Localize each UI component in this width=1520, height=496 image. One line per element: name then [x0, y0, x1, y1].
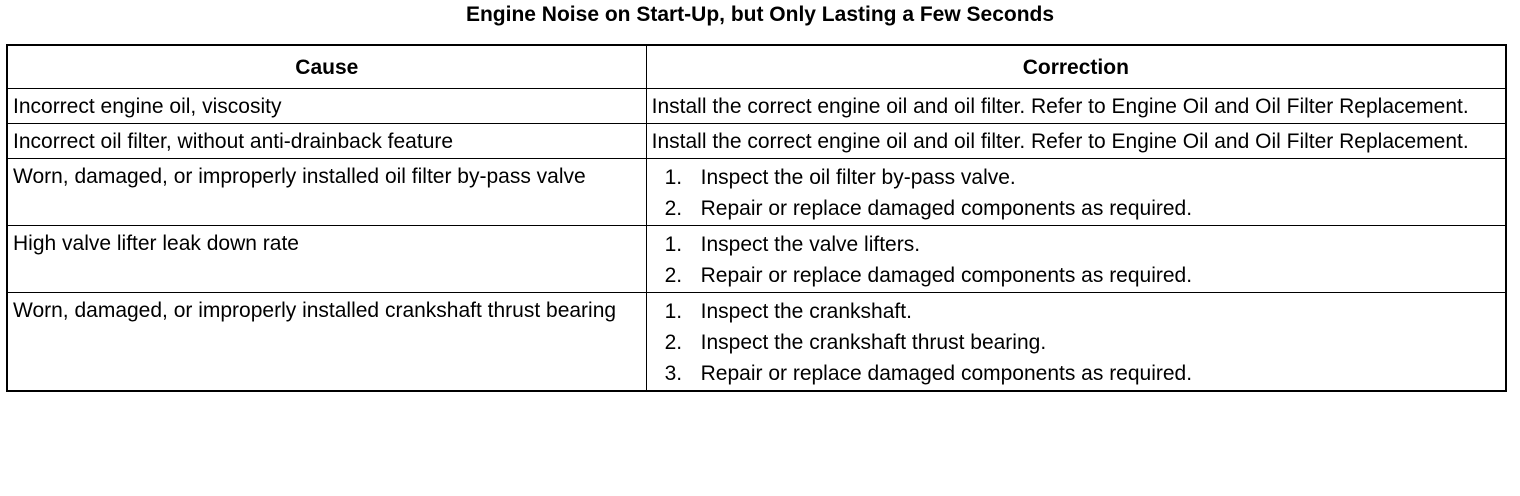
step-text: Repair or replace damaged components as required. [700, 197, 1193, 220]
cause-cell: Worn, damaged, or improperly installed oil filter by-pass valve [7, 159, 646, 226]
step-text: Repair or replace damaged components as required. [700, 362, 1193, 385]
step-number: 2. [664, 264, 683, 287]
table-row [7, 89, 1506, 124]
step-item [652, 162, 1500, 193]
correction-cell [646, 159, 1506, 226]
step-text: Inspect the crankshaft. [700, 300, 912, 323]
table-row [7, 124, 1506, 159]
table-row [7, 159, 1506, 226]
step-item [652, 327, 1500, 358]
step-item [652, 260, 1500, 291]
correction-cell [646, 226, 1506, 293]
correction-steps [652, 162, 1500, 224]
cause-column-header: Cause [7, 45, 646, 89]
cause-cell: Incorrect oil filter, without anti-drainback feature [7, 124, 646, 159]
step-number: 1. [664, 300, 683, 323]
correction-steps [652, 229, 1500, 291]
correction-steps [652, 296, 1500, 389]
step-number: 3. [664, 362, 683, 385]
cause-cell: High valve lifter leak down rate [7, 226, 646, 293]
step-number: 2. [664, 331, 683, 354]
step-item [652, 229, 1500, 260]
correction-column-header: Correction [646, 45, 1506, 89]
page-title: Engine Noise on Start-Up, but Only Lasting a Few Seconds [465, 3, 1055, 26]
step-item [652, 193, 1500, 224]
step-text: Inspect the crankshaft thrust bearing. [700, 331, 1047, 354]
table-row [7, 293, 1506, 392]
step-item [652, 358, 1500, 389]
correction-cell: Install the correct engine oil and oil filter. Refer to Engine Oil and Oil Filter Replacement. [646, 89, 1506, 124]
correction-cell [646, 293, 1506, 392]
step-text: Inspect the oil filter by-pass valve. [700, 166, 1016, 189]
step-number: 2. [664, 197, 683, 220]
step-number: 1. [664, 166, 683, 189]
step-number: 1. [664, 233, 683, 256]
cause-cell: Incorrect engine oil, viscosity [7, 89, 646, 124]
step-item [652, 296, 1500, 327]
correction-cell: Install the correct engine oil and oil filter. Refer to Engine Oil and Oil Filter Replacement. [646, 124, 1506, 159]
cause-cell: Worn, damaged, or improperly installed crankshaft thrust bearing [7, 293, 646, 392]
step-text: Inspect the valve lifters. [700, 233, 921, 256]
table-header-row [7, 45, 1506, 89]
diagnostic-table [6, 44, 1507, 392]
step-text: Repair or replace damaged components as required. [700, 264, 1193, 287]
table-row [7, 226, 1506, 293]
